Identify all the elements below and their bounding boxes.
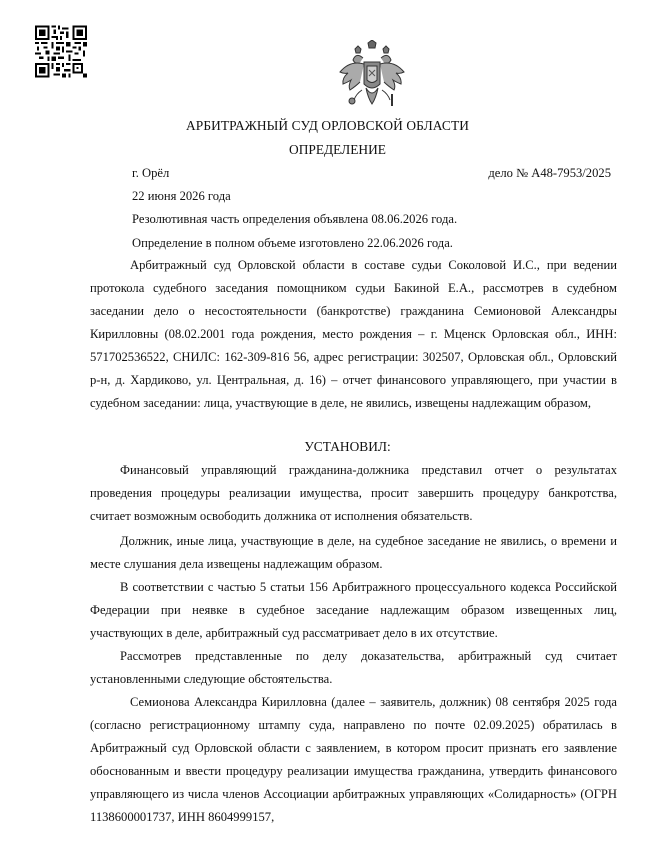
intro-paragraph: Арбитражный суд Орловской области в составе судьи Соколовой И.С., при ведении протокола судебного заседания помощником судьи Бакиной Е.А., рассмотрев в судебном заседании дело о несостоятельности (банкротстве) гражданина Семионовой Александры Кирилловны (08.02.2001 года рождения, место рождения – г. Мценск Орловская обл., ИНН: 571702536522, СНИЛС: 162-309-816 56, адрес регистрации: 302507, Орловская обл., Орловский р-н, д. Хардиково, ул. Центральная, д. 16) – отчет финансового управляющего, при участии в судебном заседании: лица, участвующие в деле, не явились, извещены надлежащим образом,: [90, 258, 617, 410]
paragraph-absence: Должник, иные лица, участвующие в деле, на судебное заседание не явились, о времени и месте слушания дела извещены надлежащим образом.: [90, 534, 617, 571]
qr-code-icon: [35, 23, 87, 80]
paragraph-law: В соответствии с частью 5 статьи 156 Арбитражного процессуального кодекса Российской Федерации при неявке в судебное заседание надлежащим образом извещенных лиц, участвующих в деле, арбитражный суд рассматривает дело в их отсутствие.: [90, 580, 617, 640]
russian-coat-of-arms-icon: [338, 40, 406, 112]
document-type: ОПРЕДЕЛЕНИЕ: [289, 142, 386, 157]
court-name: АРБИТРАЖНЫЙ СУД ОРЛОВСКОЙ ОБЛАСТИ: [186, 118, 469, 133]
paragraph-evidence: Рассмотрев представленные по делу доказательства, арбитражный суд считает установленными следующие обстоятельства.: [90, 649, 617, 686]
document-date: 22 июня 2026 года: [132, 189, 231, 203]
paragraph-report: Финансовый управляющий гражданина-должника представил отчет о результатах проведения процедуры реализации имущества, просит завершить процедуру банкротства, считает возможным освободить должника от исполнения обязательств.: [90, 463, 617, 523]
case-number: дело № А48-7953/2025: [488, 166, 611, 180]
full-text-note: Определение в полном объеме изготовлено 22.06.2026 года.: [132, 236, 453, 250]
established-heading: УСТАНОВИЛ:: [304, 439, 391, 454]
city: г. Орёл: [132, 166, 170, 180]
paragraph-application: Семионова Александра Кирилловна (далее – заявитель, должник) 08 сентября 2025 года (согласно регистрационному штампу суда, направлено по почте 02.09.2025) обратилась в Арбитражный суд Орловской области с заявлением, в котором просит признать его заявление обоснованным и ввести процедуру реализации имущества гражданина, утвердить финансового управляющего из числа членов Ассоциации арбитражных управляющих «Солидарность» (ОГРН 1138600001737, ИНН 8604999157,: [90, 695, 617, 824]
resolution-note: Резолютивная часть определения объявлена 08.06.2026 года.: [132, 212, 458, 226]
